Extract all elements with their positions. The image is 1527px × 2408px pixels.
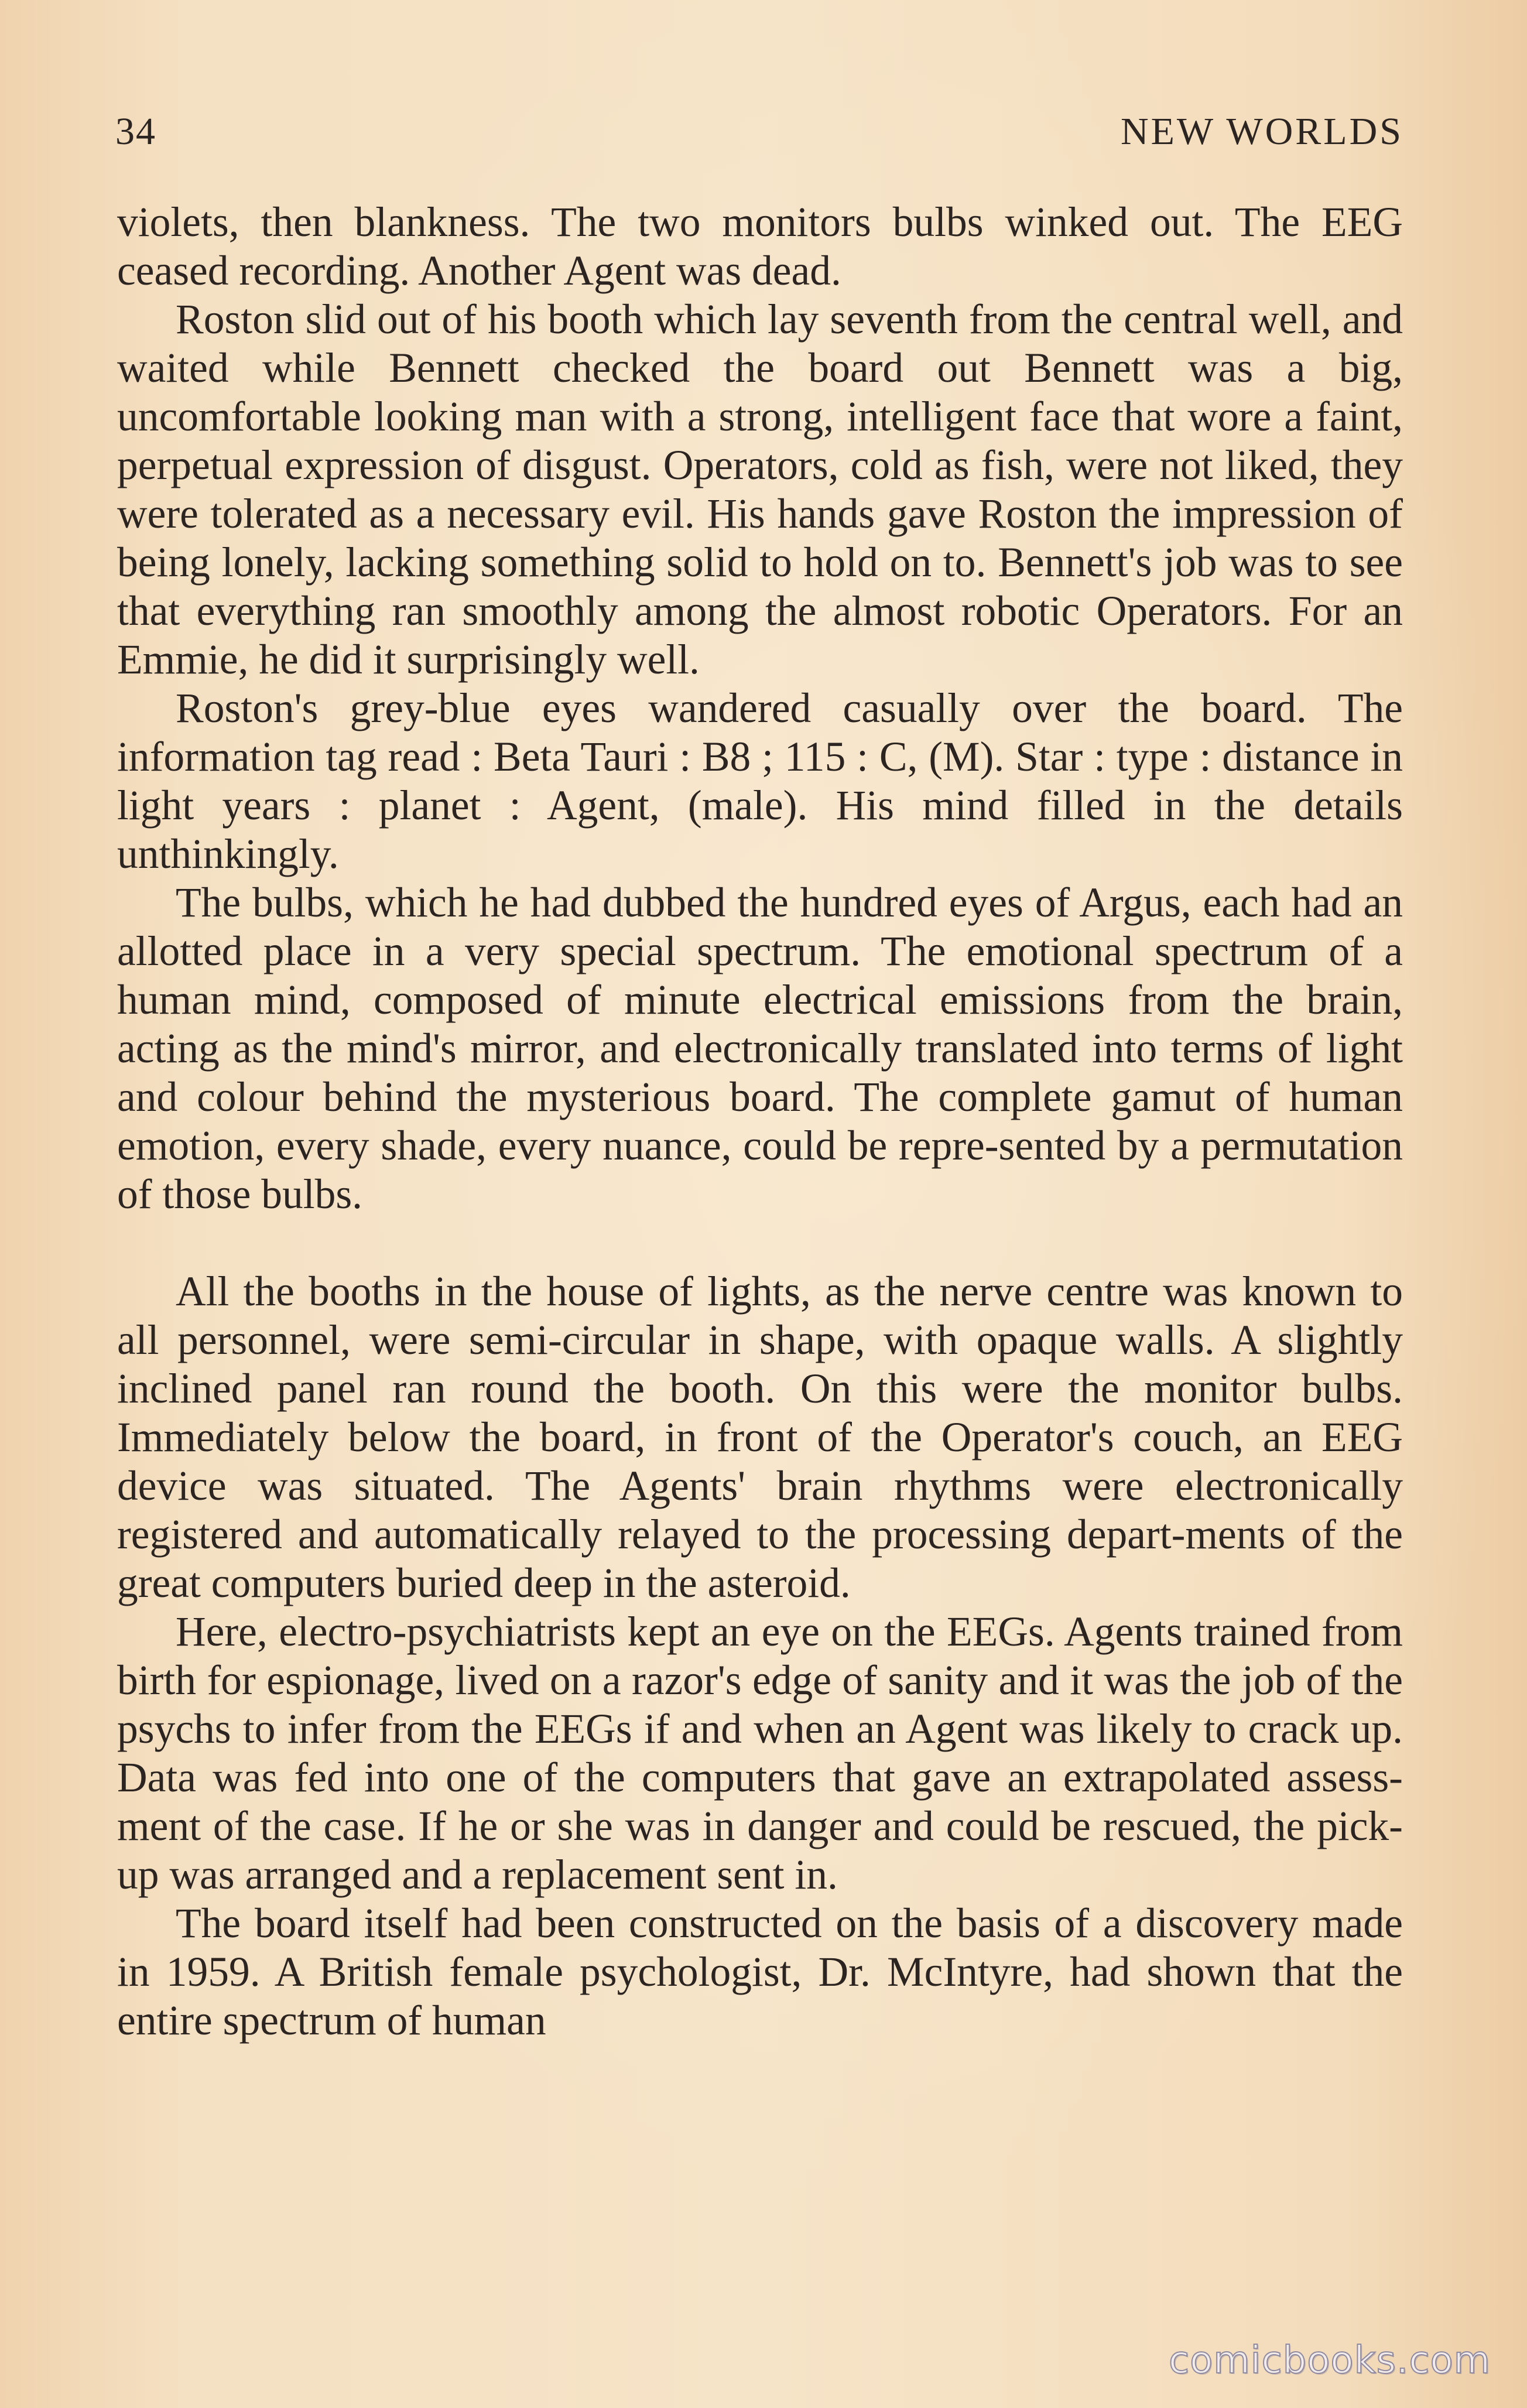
watermark: comicbooks.com <box>1168 2339 1491 2382</box>
paragraph: The bulbs, which he had dubbed the hundred eyes of Argus, each had an allotted place in a very special spectrum. The emotional spectrum of a human mind, composed of minute electrical emissions from the brain, acting as the mind's mirror, and electronically translated into terms of light and colour behind the mysterious board. The complete gamut of human emotion, every shade, every nuance, could be repre-sented by a permutation of those bulbs. <box>117 880 1403 1217</box>
page-body-text <box>117 198 1403 2045</box>
paragraph: The board itself had been constructed on the basis of a discovery made in 1959. A British female psychologist, Dr. McIntyre, had shown that the entire spectrum of human <box>117 1900 1403 2044</box>
paragraph: Roston slid out of his booth which lay seventh from the central well, and waited while Bennett checked the board out Bennett was a big, uncomfortable looking man with a strong, intelligent face that wore a faint, perpetual expression of disgust. Operators, cold as fish, were not liked, they were tolerated as a necessary evil. His hands gave Roston the impression of being lonely, lacking something solid to hold on to. Bennett's job was to see that everything ran smoothly among the almost robotic Operators. For an Emmie, he did it surprisingly well. <box>117 296 1403 683</box>
page-header <box>115 105 1403 158</box>
running-head: NEW WORLDS <box>1120 110 1403 153</box>
paragraph: All the booths in the house of lights, as the nerve centre was known to all personnel, were semi-circular in shape, with opaque walls. A slightly inclined panel ran round the booth. On this were the monitor bulbs. Immediately below the board, in front of the Operator's couch, an EEG device was situated. The Agents' brain rhythms were electronically registered and automatically relayed to the processing depart-ments of the great computers buried deep in the asteroid. <box>117 1268 1403 1606</box>
paragraph: violets, then blankness. The two monitors bulbs winked out. The EEG ceased recording. Another Agent was dead. <box>117 199 1403 294</box>
page-number: 34 <box>115 110 156 153</box>
paragraph: Roston's grey-blue eyes wandered casually over the board. The information tag read : Beta Tauri : B8 ; 115 : C, (M). Star : type : distance in light years : planet : Agent, (male). His mind filled in the details unthinkingly. <box>117 685 1403 877</box>
paragraph: Here, electro-psychiatrists kept an eye on the EEGs. Agents trained from birth for espionage, lived on a razor's edge of sanity and it was the job of the psychs to infer from the EEGs if and when an Agent was likely to crack up. Data was fed into one of the computers that gave an extrapolated assess-ment of the case. If he or she was in danger and could be rescued, the pick-up was arranged and a replacement sent in. <box>117 1609 1403 1898</box>
